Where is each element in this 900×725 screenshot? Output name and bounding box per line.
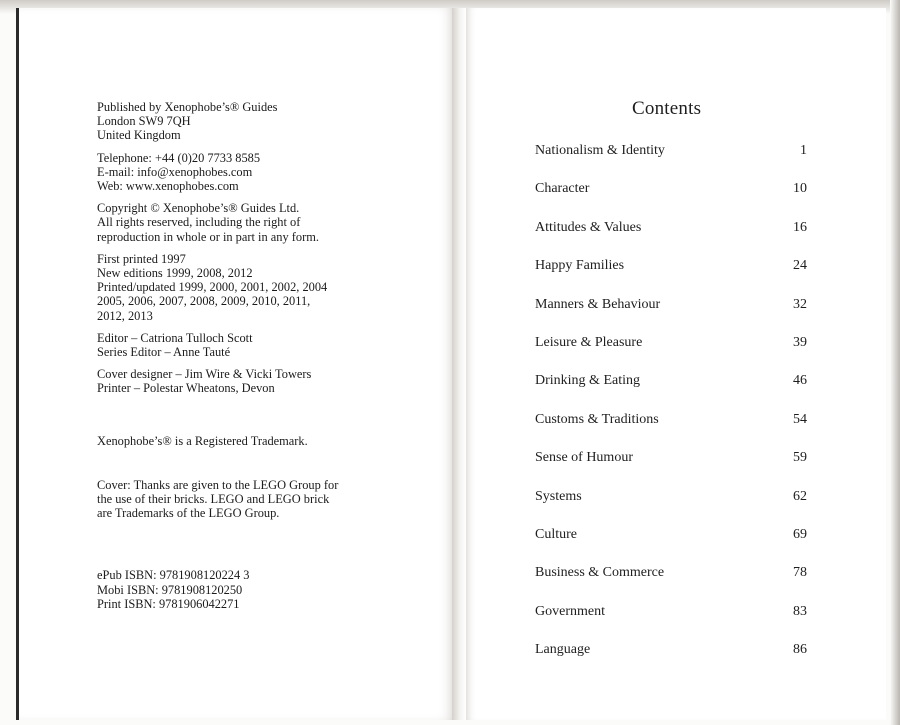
- isbn-line: Print ISBN: 9781906042271: [97, 596, 240, 611]
- entry-page-number: 10: [793, 181, 807, 197]
- entry-page-number: 32: [793, 296, 807, 312]
- spacer: [97, 404, 427, 434]
- contents-list: [535, 143, 811, 680]
- entry-page-number: 59: [793, 450, 807, 466]
- contents-entry[interactable]: [535, 565, 811, 603]
- entry-title: Character: [535, 181, 590, 197]
- spacer: [97, 456, 427, 478]
- cover-note-block: [97, 478, 427, 521]
- contents-entry[interactable]: [535, 412, 811, 450]
- entry-title: Culture: [535, 526, 577, 542]
- trademark-block: [97, 434, 427, 448]
- contents-entry[interactable]: [535, 604, 811, 642]
- entry-page-number: 46: [793, 373, 807, 389]
- entry-page-number: 62: [793, 488, 807, 504]
- contact-line: Web: www.xenophobes.com: [97, 179, 239, 194]
- entry-page-number: 39: [793, 334, 807, 350]
- copyright-line: Copyright © Xenophobe’s® Guides Ltd.: [97, 201, 300, 216]
- printing-line: First printed 1997: [97, 251, 186, 266]
- entry-page-number: 78: [793, 565, 807, 581]
- contents-entry[interactable]: [535, 258, 811, 296]
- entry-title: Attitudes & Values: [535, 219, 642, 235]
- entry-page-number: 54: [793, 411, 807, 427]
- entry-page-number: 69: [793, 526, 807, 542]
- isbn-line: Mobi ISBN: 9781908120250: [97, 582, 243, 597]
- contents-title: Contents: [632, 98, 702, 119]
- production-block: [97, 367, 427, 395]
- printing-block: [97, 252, 427, 323]
- entry-page-number: 16: [793, 219, 807, 235]
- cover-note-line: Cover: Thanks are given to the LEGO Group for: [97, 477, 339, 492]
- scan-right-shadow: [890, 0, 900, 725]
- contents-entry[interactable]: [535, 220, 811, 258]
- publisher-line: Published by Xenophobe’s® Guides: [97, 100, 278, 114]
- contents-entry[interactable]: [535, 527, 811, 565]
- isbn-block: [97, 568, 427, 611]
- entry-title: Drinking & Eating: [535, 373, 640, 389]
- contents-entry[interactable]: [535, 143, 811, 181]
- printing-line: 2012, 2013: [97, 308, 153, 323]
- entry-title: Leisure & Pleasure: [535, 334, 643, 350]
- entry-title: Language: [535, 642, 591, 658]
- contents-entry[interactable]: [535, 450, 811, 488]
- copyright-line: reproduction in whole or in part in any form.: [97, 229, 319, 244]
- contact-line: E-mail: info@xenophobes.com: [97, 164, 253, 179]
- printing-line: Printed/updated 1999, 2000, 2001, 2002, 2004: [97, 280, 328, 295]
- entry-title: Business & Commerce: [535, 565, 665, 581]
- editors-block: [97, 331, 427, 359]
- entry-page-number: 24: [793, 258, 807, 274]
- entry-title: Happy Families: [535, 258, 625, 274]
- contents-entry[interactable]: [535, 335, 811, 373]
- production-line: Printer – Polestar Wheatons, Devon: [97, 381, 275, 396]
- cover-note-line: the use of their bricks. LEGO and LEGO brick: [97, 492, 330, 507]
- publisher-line: London SW9 7QH: [97, 114, 191, 129]
- printing-line: New editions 1999, 2008, 2012: [97, 266, 253, 281]
- editor-line: Series Editor – Anne Tauté: [97, 345, 231, 360]
- entry-title: Manners & Behaviour: [535, 296, 661, 312]
- imprint-text: [97, 100, 427, 619]
- entry-title: Government: [535, 603, 605, 619]
- production-line: Cover designer – Jim Wire & Vicki Towers: [97, 367, 312, 382]
- entry-title: Systems: [535, 488, 582, 504]
- contents-entry[interactable]: [535, 181, 811, 219]
- printing-line: 2005, 2006, 2007, 2008, 2009, 2010, 2011,: [97, 294, 311, 309]
- isbn-line: ePub ISBN: 9781908120224 3: [97, 568, 250, 583]
- contents-entry[interactable]: [535, 489, 811, 527]
- contents-entry[interactable]: [535, 297, 811, 335]
- publisher-line: United Kingdom: [97, 128, 181, 143]
- cover-note-line: are Trademarks of the LEGO Group.: [97, 506, 280, 521]
- spacer: [97, 528, 427, 568]
- entry-page-number: 86: [793, 642, 807, 658]
- copyright-block: [97, 201, 427, 244]
- contents-entry[interactable]: [535, 373, 811, 411]
- book-gutter: [452, 8, 466, 720]
- entry-title: Customs & Traditions: [535, 411, 659, 427]
- contact-line: Telephone: +44 (0)20 7733 8585: [97, 150, 261, 165]
- entry-page-number: 1: [800, 143, 807, 158]
- contents-entry[interactable]: [535, 642, 811, 680]
- entry-title: Nationalism & Identity: [535, 143, 665, 158]
- copyright-line: All rights reserved, including the right of: [97, 215, 301, 230]
- entry-page-number: 83: [793, 603, 807, 619]
- entry-title: Sense of Humour: [535, 450, 633, 466]
- publisher-block: [97, 100, 427, 143]
- contact-block: [97, 151, 427, 194]
- editor-line: Editor – Catriona Tulloch Scott: [97, 330, 253, 345]
- trademark-line: Xenophobe’s® is a Registered Trademark.: [97, 433, 308, 448]
